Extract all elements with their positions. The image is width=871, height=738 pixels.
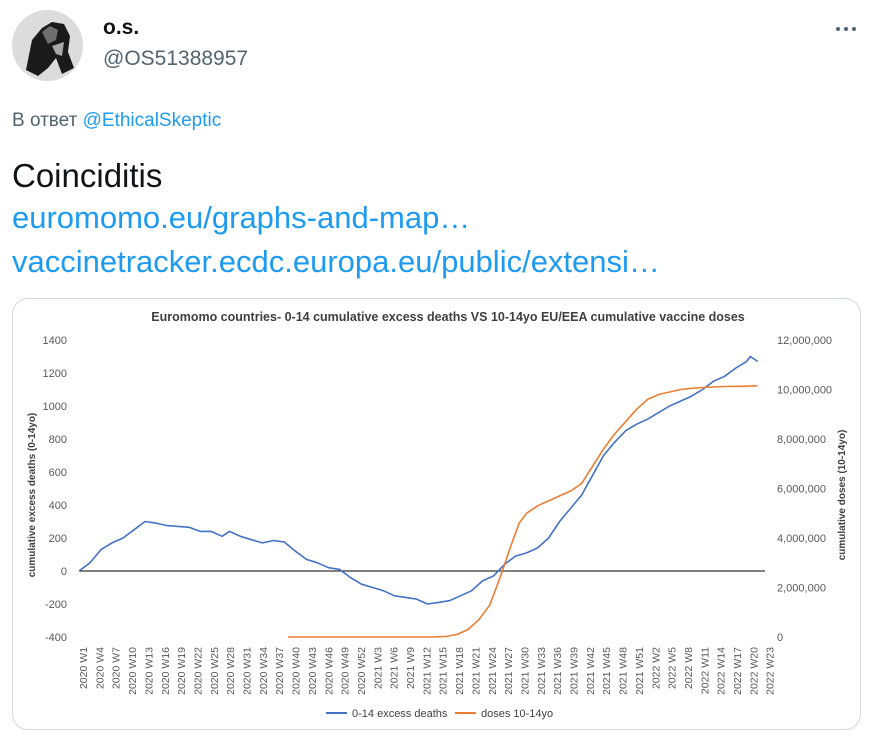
x-tick-label: 2020 W46 [323,647,336,695]
x-tick-label: 2021 W36 [552,647,565,695]
x-tick-label: 2021 W42 [584,647,597,695]
x-tick-label: 2021 W39 [568,647,581,695]
user-avatar-image [12,10,83,81]
x-tick-label: 2020 W40 [290,647,303,695]
x-tick-label: 2020 W43 [306,647,319,695]
x-tick-label: 2020 W28 [225,647,238,695]
chart-image-card[interactable] [12,298,861,730]
x-tick-label: 2020 W37 [274,647,287,695]
x-tick-label: 2021 W51 [633,647,646,695]
x-tick-label: 2021 W33 [535,647,548,695]
x-tick-label: 2020 W34 [257,647,270,695]
reply-context [12,110,221,132]
y-tick-label: 200 [48,533,67,545]
x-tick-label: 2020 W10 [127,647,140,695]
y2-axis-title: cumulative doses (10-14yo) [837,429,848,561]
x-tick-label: 2021 W3 [372,647,385,690]
x-tick-label: 2021 W9 [405,647,417,690]
y2-tick-label: 4,000,000 [777,533,826,545]
x-tick-label: 2020 W49 [339,647,352,695]
tweet-link-vaccinetracker[interactable]: vaccinetracker.ecdc.europa.eu/public/extensi… [12,244,660,279]
y-tick-label: -400 [44,632,67,644]
x-tick-label: 2021 W6 [388,647,401,690]
x-tick-label: 2021 W48 [617,647,630,695]
x-tick-label: 2021 W45 [601,647,614,695]
x-tick-label: 2022 W14 [715,647,728,695]
y-tick-label: 1400 [42,335,67,347]
display-name[interactable]: o.s. [103,16,140,39]
series-line-doses [288,386,758,637]
y2-tick-label: 6,000,000 [777,483,826,496]
series-line-excess-deaths [79,357,758,605]
y-tick-label: 1200 [42,368,67,380]
x-tick-label: 2022 W8 [682,647,695,690]
x-tick-label: 2021 W30 [519,647,532,695]
x-tick-label: 2020 W13 [143,647,156,695]
legend-label-excess-deaths: 0-14 excess deaths [352,708,448,720]
x-tick-label: 2020 W1 [78,647,90,690]
x-tick-label: 2022 W2 [650,647,663,690]
reply-prefix: В ответ [12,110,78,131]
x-tick-label: 2020 W7 [110,647,123,690]
y-tick-label: 1000 [42,401,67,413]
x-tick-label: 2020 W19 [176,647,189,695]
x-tick-label: 2020 W52 [355,647,368,695]
x-tick-label: 2022 W11 [699,647,712,695]
y2-tick-label: 8,000,000 [777,434,826,446]
y2-tick-label: 2,000,000 [777,582,826,595]
avatar[interactable] [12,10,83,81]
legend [326,708,553,720]
y-tick-label: 600 [48,467,67,479]
x-tick-label: 2022 W20 [748,647,761,695]
chart [13,299,860,729]
y2-tick-label: 12,000,000 [777,335,833,347]
x-tick-label: 2021 W12 [421,647,434,695]
x-tick-label: 2021 W15 [437,647,450,695]
x-tick-label: 2020 W22 [192,647,205,695]
x-tick-label: 2021 W27 [503,647,516,695]
y2-tick-label: 10,000,000 [777,384,833,397]
x-tick-label: 2021 W21 [470,647,483,695]
y2-tick-label: 0 [777,632,784,644]
x-tick-label: 2021 W18 [454,647,467,695]
x-tick-label: 2022 W17 [732,647,744,695]
tweet-text: Coinciditis [12,157,163,194]
x-tick-label: 2020 W4 [94,647,107,690]
x-tick-label: 2021 W24 [486,647,499,695]
y-tick-label: 400 [48,500,67,512]
x-tick-label: 2022 W5 [666,647,679,690]
y-axis-title: cumulative excess deaths (0-14yo) [27,412,38,578]
x-tick-label: 2020 W31 [241,647,254,695]
legend-label-doses: doses 10-14yo [481,708,554,720]
x-tick-label: 2020 W25 [208,647,221,695]
chart-title: Euromomo countries- 0-14 cumulative excess deaths VS 10-14yo EU/EEA cumulative vaccine doses [151,310,745,324]
y-tick-label: -200 [44,599,67,611]
x-tick-label: 2020 W16 [159,647,172,695]
more-horizontal-icon[interactable] [832,14,862,44]
reply-to-link[interactable]: @EthicalSkeptic [82,110,222,131]
user-handle[interactable]: @OS51388957 [103,47,249,70]
x-tick-label: 2022 W23 [764,647,777,695]
y-tick-label: 800 [48,434,67,446]
y-tick-label: 0 [60,566,67,578]
tweet-link-euromomo[interactable]: euromomo.eu/graphs-and-map… [12,200,471,235]
